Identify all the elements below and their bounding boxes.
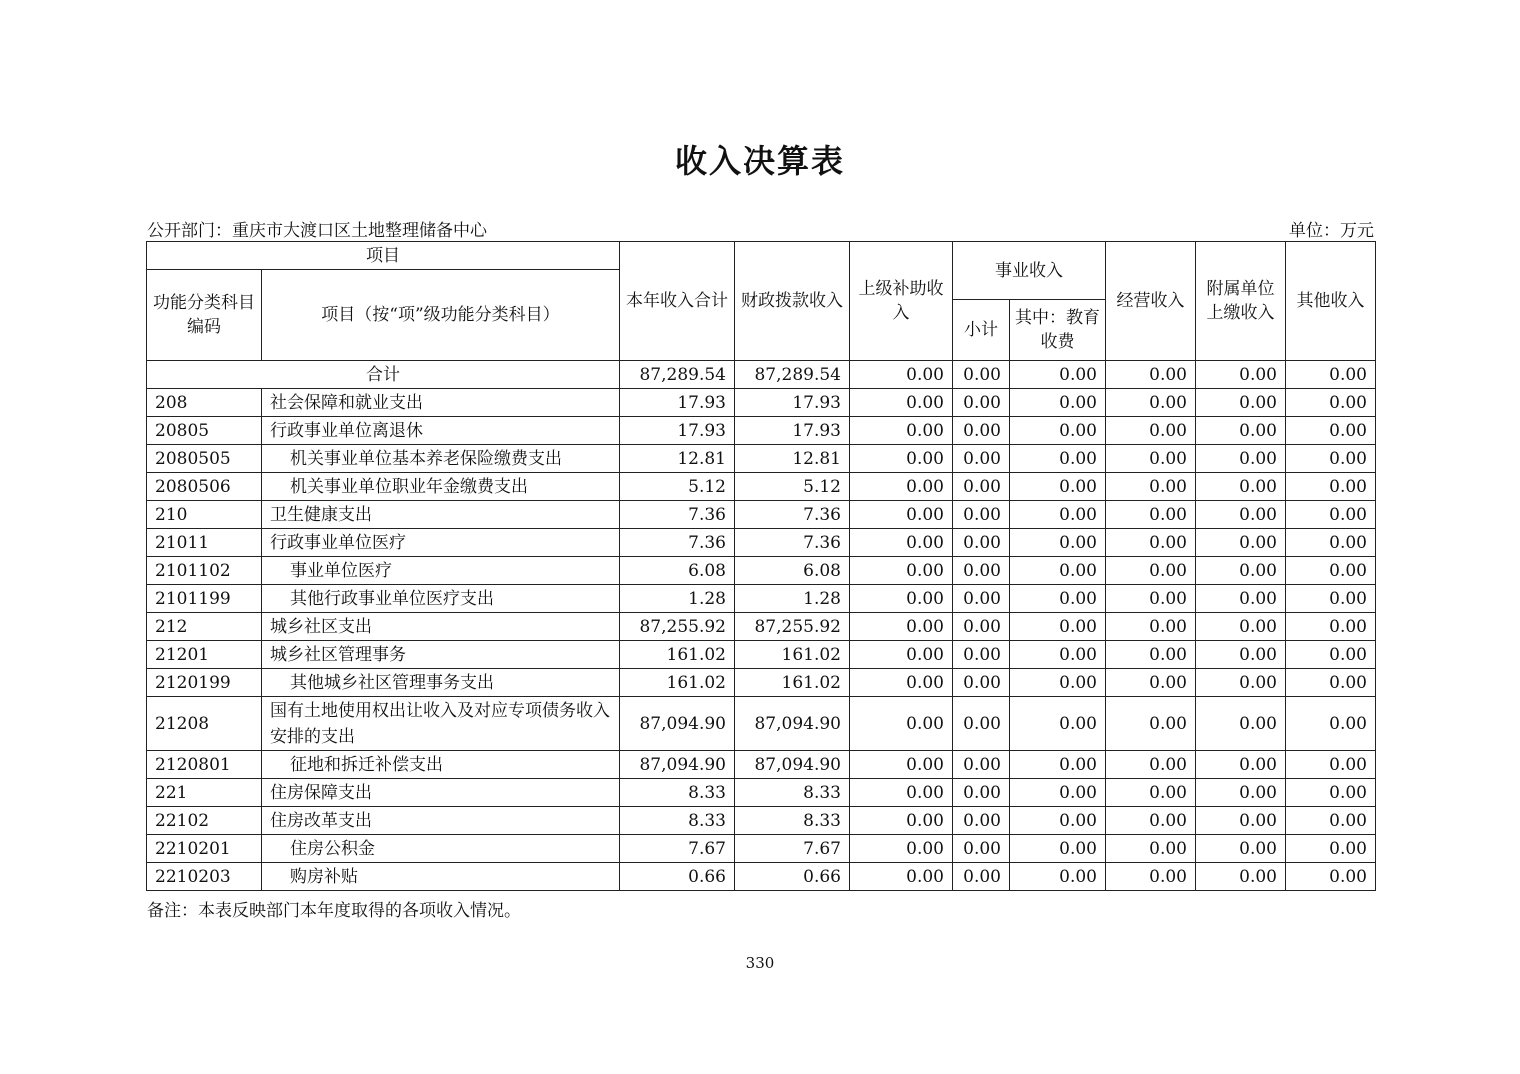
value-cell: 0.00 [953, 779, 1010, 807]
value-cell: 0.00 [1106, 529, 1196, 557]
value-cell: 0.00 [850, 863, 953, 891]
value-cell: 0.00 [850, 779, 953, 807]
value-cell: 0.00 [1196, 473, 1286, 501]
page-number: 330 [745, 954, 775, 972]
value-cell: 0.00 [850, 473, 953, 501]
value-cell: 0.00 [1106, 613, 1196, 641]
func-code-cell: 212 [147, 613, 262, 641]
project-name-cell: 其他城乡社区管理事务支出 [262, 669, 620, 697]
value-cell: 0.00 [1106, 779, 1196, 807]
total-cell: 0.00 [1196, 361, 1286, 389]
value-cell: 0.00 [1010, 557, 1106, 585]
table-row [147, 473, 1376, 501]
value-cell: 87,255.92 [620, 613, 735, 641]
value-cell: 0.00 [1010, 445, 1106, 473]
header-operating: 经营收入 [1106, 242, 1196, 361]
value-cell: 0.00 [1286, 863, 1376, 891]
value-cell: 0.00 [1106, 669, 1196, 697]
value-cell: 7.36 [620, 501, 735, 529]
value-cell: 0.00 [850, 417, 953, 445]
value-cell: 0.00 [953, 697, 1010, 751]
value-cell: 0.00 [850, 501, 953, 529]
table-row [147, 835, 1376, 863]
project-name-cell: 机关事业单位职业年金缴费支出 [262, 473, 620, 501]
value-cell: 161.02 [735, 669, 850, 697]
value-cell: 6.08 [620, 557, 735, 585]
total-cell: 87,289.54 [620, 361, 735, 389]
value-cell: 0.00 [1196, 779, 1286, 807]
value-cell: 0.00 [1106, 473, 1196, 501]
value-cell: 0.00 [1010, 779, 1106, 807]
total-cell: 0.00 [1106, 361, 1196, 389]
value-cell: 0.00 [850, 807, 953, 835]
header-affiliated: 附属单位上缴收入 [1196, 242, 1286, 361]
value-cell: 0.00 [1010, 501, 1106, 529]
func-code-cell: 2080505 [147, 445, 262, 473]
value-cell: 0.00 [1196, 751, 1286, 779]
value-cell: 0.00 [1286, 641, 1376, 669]
value-cell: 87,094.90 [735, 697, 850, 751]
value-cell: 17.93 [620, 389, 735, 417]
func-code-cell: 2120801 [147, 751, 262, 779]
header-subtotal: 小计 [953, 300, 1010, 361]
value-cell: 0.00 [1286, 613, 1376, 641]
project-name-cell: 住房公积金 [262, 835, 620, 863]
table-row [147, 751, 1376, 779]
header-project-name: 项目（按“项”级功能分类科目） [262, 270, 620, 361]
total-cell: 0.00 [850, 361, 953, 389]
project-name-cell: 国有土地使用权出让收入及对应专项债务收入安排的支出 [262, 697, 620, 751]
value-cell: 0.00 [1286, 501, 1376, 529]
value-cell: 0.00 [1106, 641, 1196, 669]
func-code-cell: 208 [147, 389, 262, 417]
total-cell: 0.00 [1286, 361, 1376, 389]
header-func-code: 功能分类科目编码 [147, 270, 262, 361]
value-cell: 0.00 [1196, 697, 1286, 751]
header-other: 其他收入 [1286, 242, 1376, 361]
value-cell: 0.00 [1010, 389, 1106, 417]
value-cell: 7.67 [620, 835, 735, 863]
value-cell: 8.33 [735, 779, 850, 807]
value-cell: 0.00 [1286, 417, 1376, 445]
value-cell: 0.00 [850, 835, 953, 863]
value-cell: 0.00 [1010, 697, 1106, 751]
value-cell: 0.00 [953, 389, 1010, 417]
table-row [147, 557, 1376, 585]
project-name-cell: 住房保障支出 [262, 779, 620, 807]
func-code-cell: 20805 [147, 417, 262, 445]
func-code-cell: 21011 [147, 529, 262, 557]
value-cell: 0.00 [953, 641, 1010, 669]
func-code-cell: 21208 [147, 697, 262, 751]
value-cell: 0.00 [1286, 585, 1376, 613]
value-cell: 0.00 [850, 697, 953, 751]
value-cell: 0.00 [953, 473, 1010, 501]
value-cell: 0.00 [1010, 863, 1106, 891]
value-cell: 0.00 [1010, 613, 1106, 641]
header-project: 项目 [147, 242, 620, 270]
func-code-cell: 2210203 [147, 863, 262, 891]
value-cell: 0.00 [1286, 835, 1376, 863]
value-cell: 0.00 [1196, 445, 1286, 473]
project-name-cell: 住房改革支出 [262, 807, 620, 835]
value-cell: 0.00 [1286, 473, 1376, 501]
value-cell: 0.00 [1106, 835, 1196, 863]
table-row [147, 807, 1376, 835]
total-cell: 87,289.54 [735, 361, 850, 389]
table-row [147, 417, 1376, 445]
value-cell: 0.00 [1106, 445, 1196, 473]
project-name-cell: 行政事业单位离退休 [262, 417, 620, 445]
value-cell: 0.00 [850, 613, 953, 641]
value-cell: 0.00 [953, 807, 1010, 835]
func-code-cell: 2101102 [147, 557, 262, 585]
value-cell: 0.00 [1196, 501, 1286, 529]
value-cell: 0.00 [1286, 529, 1376, 557]
project-name-cell: 社会保障和就业支出 [262, 389, 620, 417]
value-cell: 0.00 [850, 641, 953, 669]
value-cell: 0.00 [1286, 445, 1376, 473]
value-cell: 0.00 [1010, 417, 1106, 445]
value-cell: 0.00 [850, 669, 953, 697]
value-cell: 0.00 [1010, 751, 1106, 779]
value-cell: 0.00 [953, 501, 1010, 529]
page-title: 收入决算表 [674, 142, 845, 180]
project-name-cell: 机关事业单位基本养老保险缴费支出 [262, 445, 620, 473]
value-cell: 8.33 [735, 807, 850, 835]
value-cell: 0.00 [1010, 585, 1106, 613]
value-cell: 0.00 [953, 751, 1010, 779]
value-cell: 0.00 [1286, 557, 1376, 585]
value-cell: 0.00 [1286, 779, 1376, 807]
table-row [147, 669, 1376, 697]
value-cell: 0.00 [953, 445, 1010, 473]
func-code-cell: 2210201 [147, 835, 262, 863]
table-row [147, 641, 1376, 669]
table-row [147, 779, 1376, 807]
value-cell: 12.81 [735, 445, 850, 473]
value-cell: 5.12 [620, 473, 735, 501]
header-edu: 其中：教育收费 [1010, 300, 1106, 361]
value-cell: 0.00 [1286, 389, 1376, 417]
value-cell: 0.00 [1196, 863, 1286, 891]
project-name-cell: 事业单位医疗 [262, 557, 620, 585]
total-label: 合计 [147, 361, 620, 389]
value-cell: 0.00 [1010, 529, 1106, 557]
value-cell: 0.00 [1286, 697, 1376, 751]
table-row [147, 585, 1376, 613]
func-code-cell: 21201 [147, 641, 262, 669]
value-cell: 0.00 [1106, 697, 1196, 751]
value-cell: 0.00 [1106, 751, 1196, 779]
value-cell: 0.00 [1196, 585, 1286, 613]
value-cell: 87,094.90 [735, 751, 850, 779]
footnote: 备注：本表反映部门本年度取得的各项收入情况。 [147, 901, 521, 921]
value-cell: 0.00 [953, 835, 1010, 863]
value-cell: 17.93 [620, 417, 735, 445]
value-cell: 0.00 [953, 417, 1010, 445]
table-row [147, 501, 1376, 529]
header-superior: 上级补助收入 [850, 242, 953, 361]
value-cell: 7.67 [735, 835, 850, 863]
value-cell: 0.00 [953, 585, 1010, 613]
value-cell: 8.33 [620, 779, 735, 807]
value-cell: 0.00 [1106, 557, 1196, 585]
func-code-cell: 22102 [147, 807, 262, 835]
project-name-cell: 征地和拆迁补偿支出 [262, 751, 620, 779]
value-cell: 0.00 [850, 751, 953, 779]
value-cell: 0.00 [1106, 585, 1196, 613]
total-cell: 0.00 [953, 361, 1010, 389]
header-total: 本年收入合计 [620, 242, 735, 361]
table-row [147, 613, 1376, 641]
total-row [147, 361, 1376, 389]
value-cell: 0.00 [953, 613, 1010, 641]
header-business: 事业收入 [953, 242, 1106, 300]
value-cell: 0.00 [1106, 389, 1196, 417]
value-cell: 87,094.90 [620, 751, 735, 779]
value-cell: 5.12 [735, 473, 850, 501]
value-cell: 7.36 [735, 529, 850, 557]
value-cell: 17.93 [735, 417, 850, 445]
value-cell: 0.00 [953, 863, 1010, 891]
func-code-cell: 2120199 [147, 669, 262, 697]
project-name-cell: 城乡社区管理事务 [262, 641, 620, 669]
value-cell: 0.00 [850, 585, 953, 613]
value-cell: 8.33 [620, 807, 735, 835]
value-cell: 87,094.90 [620, 697, 735, 751]
value-cell: 0.00 [1010, 641, 1106, 669]
value-cell: 0.00 [1196, 389, 1286, 417]
func-code-cell: 210 [147, 501, 262, 529]
header-fiscal: 财政拨款收入 [735, 242, 850, 361]
value-cell: 0.00 [1286, 807, 1376, 835]
func-code-cell: 2101199 [147, 585, 262, 613]
value-cell: 0.00 [1010, 473, 1106, 501]
value-cell: 0.00 [1010, 807, 1106, 835]
value-cell: 7.36 [735, 501, 850, 529]
unit-label: 单位：万元 [1289, 221, 1374, 241]
value-cell: 7.36 [620, 529, 735, 557]
value-cell: 0.00 [1196, 641, 1286, 669]
value-cell: 0.00 [1010, 835, 1106, 863]
value-cell: 1.28 [735, 585, 850, 613]
value-cell: 0.00 [953, 669, 1010, 697]
value-cell: 0.00 [1010, 669, 1106, 697]
value-cell: 0.00 [1106, 417, 1196, 445]
income-table [146, 241, 1376, 891]
value-cell: 0.00 [953, 529, 1010, 557]
project-name-cell: 购房补贴 [262, 863, 620, 891]
value-cell: 0.00 [850, 389, 953, 417]
value-cell: 161.02 [620, 641, 735, 669]
value-cell: 0.00 [1196, 807, 1286, 835]
value-cell: 17.93 [735, 389, 850, 417]
table-row [147, 529, 1376, 557]
value-cell: 0.00 [953, 557, 1010, 585]
value-cell: 0.00 [1196, 417, 1286, 445]
value-cell: 0.00 [1106, 501, 1196, 529]
value-cell: 161.02 [735, 641, 850, 669]
department-label: 公开部门：重庆市大渡口区土地整理储备中心 [147, 221, 487, 241]
func-code-cell: 221 [147, 779, 262, 807]
table-row [147, 863, 1376, 891]
value-cell: 1.28 [620, 585, 735, 613]
value-cell: 0.66 [620, 863, 735, 891]
value-cell: 0.00 [1286, 751, 1376, 779]
value-cell: 0.00 [1196, 529, 1286, 557]
project-name-cell: 城乡社区支出 [262, 613, 620, 641]
value-cell: 0.00 [1106, 807, 1196, 835]
project-name-cell: 其他行政事业单位医疗支出 [262, 585, 620, 613]
table-row [147, 389, 1376, 417]
value-cell: 0.00 [1196, 557, 1286, 585]
value-cell: 0.00 [850, 557, 953, 585]
value-cell: 0.00 [1196, 669, 1286, 697]
table-row [147, 445, 1376, 473]
func-code-cell: 2080506 [147, 473, 262, 501]
value-cell: 6.08 [735, 557, 850, 585]
value-cell: 0.00 [1106, 863, 1196, 891]
value-cell: 12.81 [620, 445, 735, 473]
value-cell: 0.00 [1286, 669, 1376, 697]
value-cell: 0.00 [1196, 835, 1286, 863]
total-cell: 0.00 [1010, 361, 1106, 389]
project-name-cell: 行政事业单位医疗 [262, 529, 620, 557]
value-cell: 0.00 [850, 445, 953, 473]
project-name-cell: 卫生健康支出 [262, 501, 620, 529]
value-cell: 0.66 [735, 863, 850, 891]
value-cell: 0.00 [1196, 613, 1286, 641]
table-row [147, 697, 1376, 751]
value-cell: 87,255.92 [735, 613, 850, 641]
value-cell: 161.02 [620, 669, 735, 697]
value-cell: 0.00 [850, 529, 953, 557]
